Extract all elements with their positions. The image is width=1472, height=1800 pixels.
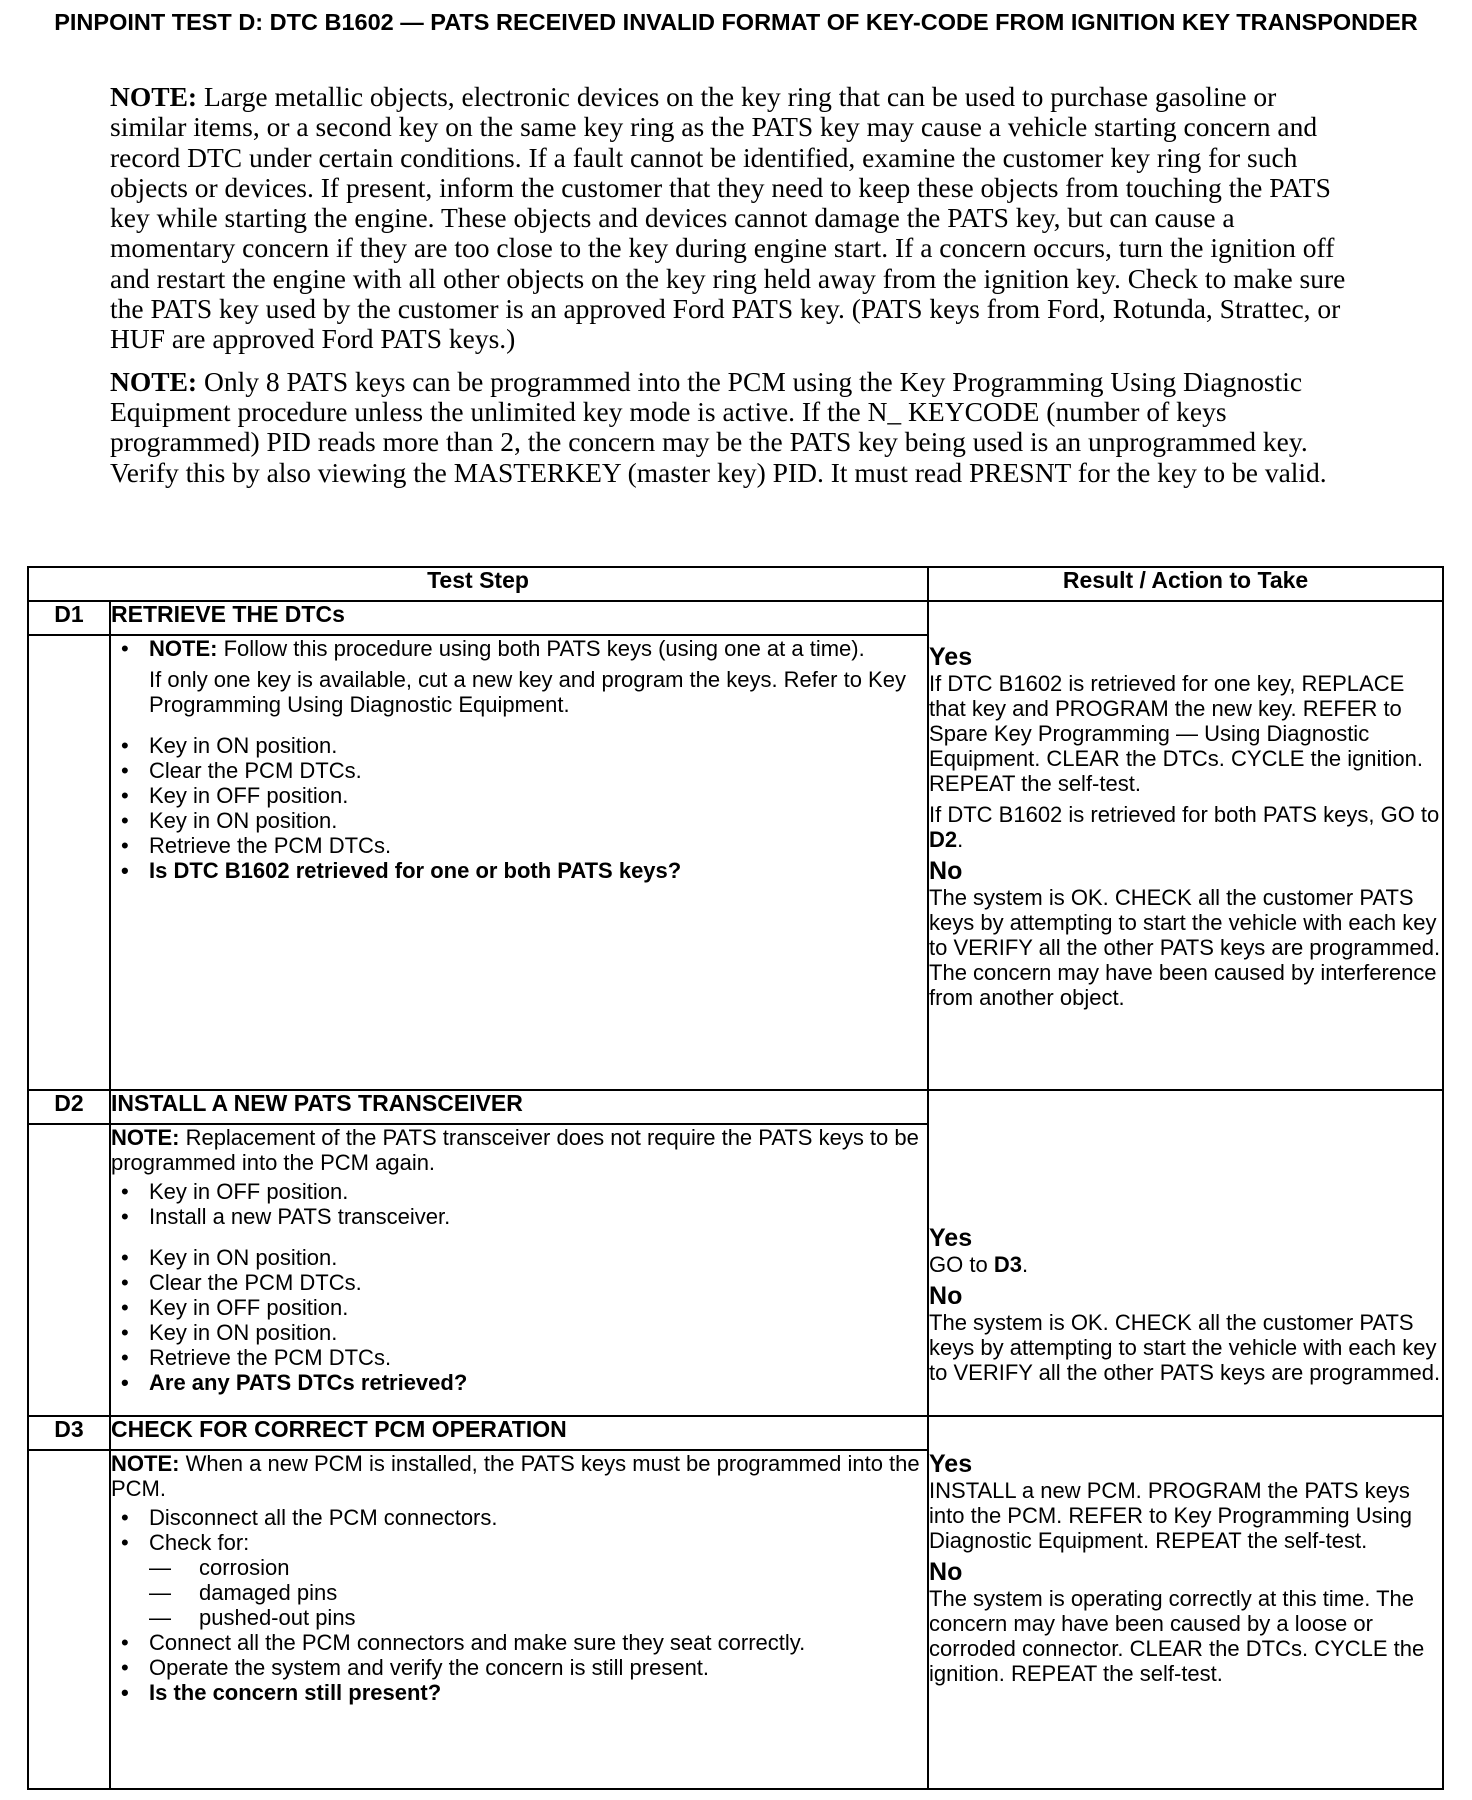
goto-step-link: D2 bbox=[929, 827, 958, 852]
yes-text: INSTALL a new PCM. PROGRAM the PATS keys into the PCM. REFER to Key Programming Using Diagnostic Equipment. REPEAT the self-test. bbox=[929, 1478, 1412, 1553]
column-header-result: Result / Action to Take bbox=[928, 567, 1443, 601]
pinpoint-test-table bbox=[27, 566, 1444, 1790]
list-item: • Key in OFF position. bbox=[111, 783, 927, 808]
list-item: • Operate the system and verify the concern is still present. bbox=[111, 1655, 927, 1680]
note-label: NOTE: bbox=[111, 1451, 180, 1476]
list-item: • Clear the PCM DTCs. bbox=[111, 1270, 927, 1295]
spacer bbox=[111, 717, 927, 733]
table-header-row bbox=[28, 567, 1443, 601]
step-question: • Is DTC B1602 retrieved for one or both PATS keys? bbox=[111, 858, 927, 883]
list-item: • Disconnect all the PCM connectors. bbox=[111, 1505, 927, 1530]
dash-list-d3 bbox=[111, 1555, 927, 1630]
step-question: • Are any PATS DTCs retrieved? bbox=[111, 1370, 927, 1395]
note-item bbox=[111, 636, 927, 661]
goto-step-link: D3 bbox=[993, 1252, 1022, 1277]
no-label: No bbox=[929, 1558, 963, 1586]
no-text: The system is OK. CHECK all the customer PATS keys by attempting to start the vehicle with each key to VERIFY all the other PATS keys are programmed. The concern may have been caused by interference from another object. bbox=[929, 885, 1441, 1010]
note-text: Large metallic objects, electronic devices on the key ring that can be used to purchase gasoline or similar items, or a second key on the same key ring as the PATS key may cause a vehicle starting concern and record DTC under certain conditions. If a fault cannot be identified, examine the customer key ring for such objects or devices. If present, inform the customer that they need to keep these objects from touching the PATS key while starting the engine. These objects and devices cannot damage the PATS key, but can cause a momentary concern if they are too close to the key during engine start. If a concern occurs, turn the ignition off and restart the engine with all other objects on the key ring held away from the ignition key. Check to make sure the PATS key used by the customer is an approved Ford PATS key. (PATS keys from Ford, Rotunda, Strattec, or HUF are approved Ford PATS keys.) bbox=[110, 81, 1346, 355]
note-label: NOTE: bbox=[111, 1125, 180, 1150]
step-body-d2 bbox=[110, 1124, 928, 1416]
list-item: — corrosion bbox=[111, 1555, 927, 1580]
no-label: No bbox=[929, 857, 963, 885]
yes-text-goto bbox=[929, 1252, 1442, 1277]
yes-text-part: . bbox=[957, 827, 964, 852]
yes-label: Yes bbox=[929, 643, 973, 671]
result-yes-d2 bbox=[929, 1225, 1442, 1277]
step-id-d1: D1 bbox=[28, 601, 110, 635]
step-title-d1: RETRIEVE THE DTCs bbox=[110, 601, 928, 635]
list-item: • Key in ON position. bbox=[111, 733, 927, 758]
step-body-d1 bbox=[110, 635, 928, 1090]
list-item: • Key in OFF position. bbox=[111, 1295, 927, 1320]
result-cell-d3 bbox=[928, 1416, 1443, 1789]
step-title-row-d1 bbox=[28, 601, 1443, 635]
list-item: — damaged pins bbox=[111, 1580, 927, 1605]
column-header-test-step: Test Step bbox=[28, 567, 928, 601]
step-id-spacer bbox=[28, 1124, 110, 1416]
note-item bbox=[111, 1125, 927, 1175]
step-id-d2: D2 bbox=[28, 1090, 110, 1124]
spacer bbox=[111, 1229, 927, 1245]
page-title: PINPOINT TEST D: DTC B1602 — PATS RECEIVED INVALID FORMAT OF KEY-CODE FROM IGNITION KEY TRANSPONDER bbox=[54, 9, 1418, 35]
step-body-d3 bbox=[110, 1450, 928, 1789]
result-cell-d2 bbox=[928, 1090, 1443, 1416]
note-label: NOTE: bbox=[110, 365, 198, 397]
yes-label: Yes bbox=[929, 1224, 973, 1252]
no-text: The system is OK. CHECK all the customer PATS keys by attempting to start the vehicle with each key to VERIFY all the other PATS keys are programmed. bbox=[929, 1310, 1441, 1385]
yes-text-part: If DTC B1602 is retrieved for both PATS keys, GO to bbox=[929, 802, 1440, 827]
no-text: The system is operating correctly at this time. The concern may have been caused by a loose or corroded connector. CLEAR the DTCs. CYCLE the ignition. REPEAT the self-test. bbox=[929, 1586, 1425, 1686]
step-title-row-d2 bbox=[28, 1090, 1443, 1124]
step-title-d2: INSTALL A NEW PATS TRANSCEIVER bbox=[110, 1090, 928, 1124]
list-item: • Check for: bbox=[111, 1530, 927, 1555]
step-id-spacer bbox=[28, 1450, 110, 1789]
bullet-list-d2b bbox=[111, 1245, 927, 1395]
list-item: • Retrieve the PCM DTCs. bbox=[111, 1345, 927, 1370]
note-label: NOTE: bbox=[149, 636, 218, 661]
list-item: — pushed-out pins bbox=[111, 1605, 927, 1630]
bullet-list-d1 bbox=[111, 733, 927, 883]
note-text: Follow this procedure using both PATS keys (using one at a time). bbox=[217, 636, 865, 661]
yes-text: If DTC B1602 is retrieved for one key, REPLACE that key and PROGRAM the new key. REFER to Spare Key Programming — Using Diagnostic Equipment. CLEAR the DTCs. CYCLE the ignition. REPEAT the self-test. bbox=[929, 671, 1424, 796]
result-yes-d1 bbox=[929, 644, 1442, 852]
list-item: • Key in OFF position. bbox=[111, 1179, 927, 1204]
no-label: No bbox=[929, 1282, 963, 1310]
yes-text-goto bbox=[929, 802, 1442, 852]
step-id-d3: D3 bbox=[28, 1416, 110, 1450]
result-no-d3 bbox=[929, 1559, 1442, 1686]
note-text: Replacement of the PATS transceiver does not require the PATS keys to be programmed into the PCM again. bbox=[111, 1125, 919, 1175]
note-item bbox=[111, 1451, 927, 1501]
note-paragraph bbox=[110, 367, 1350, 488]
bullet-list-d3 bbox=[111, 1505, 927, 1555]
list-item: • Clear the PCM DTCs. bbox=[111, 758, 927, 783]
yes-text-part: . bbox=[1021, 1252, 1029, 1277]
step-title-d3: CHECK FOR CORRECT PCM OPERATION bbox=[110, 1416, 928, 1450]
note-text: Only 8 PATS keys can be programmed into the PCM using the Key Programming Using Diagnostic Equipment procedure unless the unlimited key mode is active. If the N_ KEYCODE (number of keys programmed) PID reads more than 2, the concern may be the PATS key being used is an unprogrammed key. Verify this by also viewing the MASTERKEY (master key) PID. It must read PRESNT for the key to be valid. bbox=[110, 365, 1327, 488]
step-id-spacer bbox=[28, 635, 110, 1090]
yes-label: Yes bbox=[929, 1450, 973, 1478]
list-item: • Install a new PATS transceiver. bbox=[111, 1204, 927, 1229]
result-no-d1 bbox=[929, 858, 1442, 1010]
note-subtext: If only one key is available, cut a new key and program the keys. Refer to Key Programming Using Diagnostic Equipment. bbox=[149, 667, 906, 717]
step-question: • Is the concern still present? bbox=[111, 1680, 927, 1705]
result-no-d2 bbox=[929, 1283, 1442, 1385]
bullet-list-d2a bbox=[111, 1179, 927, 1229]
notes-section bbox=[110, 82, 1350, 500]
yes-text-part: GO to bbox=[929, 1252, 994, 1277]
result-cell-d1 bbox=[928, 601, 1443, 1090]
step-title-row-d3 bbox=[28, 1416, 1443, 1450]
note-label: NOTE: bbox=[110, 81, 198, 112]
bullet-list-d3b bbox=[111, 1630, 927, 1705]
list-item: • Key in ON position. bbox=[111, 808, 927, 833]
step-list-d1 bbox=[111, 636, 927, 661]
list-item: • Key in ON position. bbox=[111, 1245, 927, 1270]
list-item: • Retrieve the PCM DTCs. bbox=[111, 833, 927, 858]
list-item: • Connect all the PCM connectors and make sure they seat correctly. bbox=[111, 1630, 927, 1655]
note-paragraph bbox=[110, 82, 1350, 355]
list-item: • Key in ON position. bbox=[111, 1320, 927, 1345]
result-yes-d3 bbox=[929, 1451, 1442, 1553]
note-text: When a new PCM is installed, the PATS keys must be programmed into the PCM. bbox=[111, 1451, 920, 1501]
